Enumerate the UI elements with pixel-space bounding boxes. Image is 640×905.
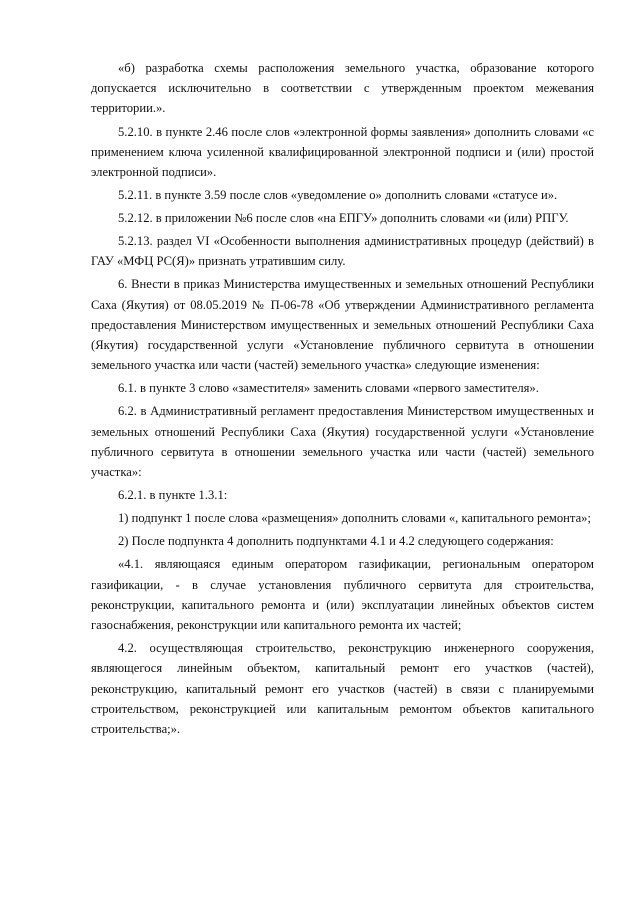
paragraph-4-2: 4.2. осуществляющая строительство, реконструкцию инженерного сооружения, являющегося линейным объектом, капитальный ремонт его участков (частей), реконструкцию, капитальный ремонт его участков (частей) в связи с планируемыми строительством, реконструкцией или капитальным ремонтом объектов капитального строительства;».	[91, 641, 594, 736]
paragraph-6-1: 6.1. в пункте 3 слово «заместителя» заменить словами «первого заместителя».	[118, 381, 539, 396]
paragraph-item-b-scheme: «б) разработка схемы расположения земельного участка, образование которого допускается исключительно в соответствии с утвержденным проектом межевания территории.».	[91, 61, 594, 116]
paragraph-5-2-13: 5.2.13. раздел VI «Особенности выполнения административных процедур (действий) в ГАУ «МФЦ РС(Я)» признать утратившим силу.	[91, 234, 594, 269]
paragraph-6-2: 6.2. в Административный регламент предоставления Министерством имущественных и земельных отношений Республики Саха (Якутия) государственной услуги «Установление публичного сервитута в отношении земельного участка или части (частей) земельного участка»:	[91, 404, 594, 480]
paragraph-4-1: «4.1. являющаяся единым оператором газификации, региональным оператором газификации, - в случае установления публичного сервитута для строительства, реконструкции, капитального ремонта и (или) эксплуатации линейных объектов систем газоснабжения, реконструкции или капитального ремонта их частей;	[91, 557, 594, 633]
paragraph-5-2-12: 5.2.12. в приложении №6 после слов «на ЕПГУ» дополнить словами «и (или) РПГУ.	[118, 211, 569, 226]
paragraph-6: 6. Внести в приказ Министерства имущественных и земельных отношений Республики Саха (Якутия) от 08.05.2019 № П-06-78 «Об утверждении Административного регламента предоставления Министерством имущественных и земельных отношений Республики Саха (Якутия) государственной услуги «Установление публичного сервитута в отношении земельного участка или части (частей) земельного участка» следующие изменения:	[91, 277, 594, 373]
paragraph-5-2-11: 5.2.11. в пункте 3.59 после слов «уведомление о» дополнить словами «статусе и».	[118, 188, 558, 202]
paragraph-6-2-1: 6.2.1. в пункте 1.3.1:	[118, 488, 228, 503]
paragraph-subitem-2: 2) После подпункта 4 дополнить подпунктами 4.1 и 4.2 следующего содержания:	[118, 534, 554, 549]
paragraph-5-2-10: 5.2.10. в пункте 2.46 после слов «электронной формы заявления» дополнить словами «с применением ключа усиленной квалифицированной электронной подписи и (или) простой электронной подписи».	[91, 124, 594, 179]
paragraph-subitem-1: 1) подпункт 1 после слова «размещения» дополнить словами «, капитального ремонта»;	[118, 511, 591, 526]
